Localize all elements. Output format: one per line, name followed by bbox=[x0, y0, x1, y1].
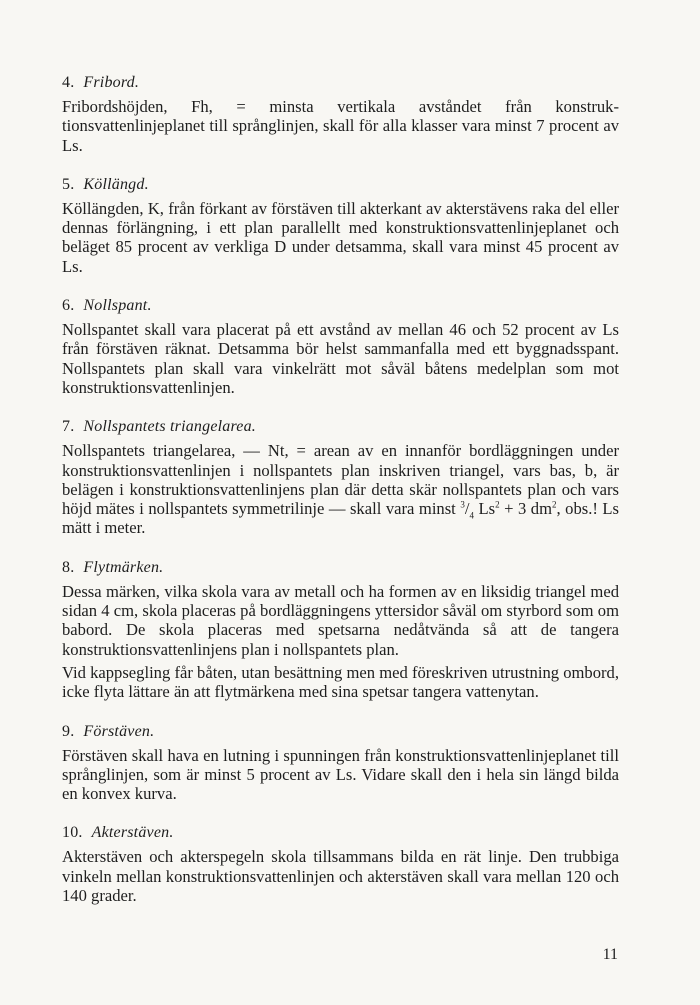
section-paragraph: Vid kappsegling får båten, utan besättning men med föreskriven utrustning ombord, icke flyta lättare än att flytmärkena med sina spetsar tangera vattenytan. bbox=[62, 662, 619, 702]
section-title: Förstäven. bbox=[83, 722, 155, 740]
section-paragraph: Nollspantets triangelarea, — Nt, = arean av en innanför bordläggningen under konstruktionsvattenlinjen i nollspantets plan inskriven triangel, vars bas, b, är belägen i konstruktionsvattenlinjens plan där detta skär nollspantets plan och vars höjd mätes i nollspantets symmetrilinje — skall vara minst $^3/_4$ $Ls^2 + 3$ $dm^2$, obs.! Ls mätt i meter. bbox=[62, 441, 620, 538]
section-paragraph: Dessa märken, vilka skola vara av metall och ha formen av en liksidig triangel med sidan 4 cm, skola placeras på bordläggningens yttersidor såväl om styrbord som om babord. De skola placeras med spetsarna nedåtvända så att de tangera konstruktionsvattenlinjens plan i nollspantets plan. bbox=[62, 581, 619, 659]
superscript: 2 bbox=[495, 499, 500, 510]
section-flytmarken bbox=[62, 557, 619, 702]
section-triangelarea bbox=[62, 416, 619, 537]
section-forstaven bbox=[62, 721, 619, 804]
section-title: Flytmärken. bbox=[83, 558, 164, 576]
section-number: 10. bbox=[62, 824, 83, 842]
section-heading bbox=[62, 721, 619, 743]
section-number: 9. bbox=[62, 722, 75, 740]
section-paragraph: Nollspantet skall vara placerat på ett avstånd av mellan 46 och 52 procent av Ls från förstäven räknat. Detsamma bör helst sammanfalla med ett byggnadsspant. Nollspantets plan skall vara vinkelrätt mot såväl båtens medelplan som mot konstruktionsvattenlinjen. bbox=[62, 320, 619, 397]
section-paragraph: Köllängden, K, från förkant av förstäven till akterkant av akterstävens raka del eller dennas förlängning, i ett plan parallellt med konstruktionsvattenlinjeplanet och beläget 85 procent av verkliga D under detsamma, skall vara minst 45 procent av Ls. bbox=[62, 198, 619, 276]
section-heading bbox=[62, 557, 619, 579]
document-page bbox=[62, 72, 619, 924]
section-title: Nollspant. bbox=[83, 297, 152, 315]
section-paragraph: Akterstäven och akterspegeln skola tillsammans bilda en rät linje. Den trubbiga vinkeln mellan konstruktionsvattenlinjen och akterstäven skall vara mellan 120 och 140 grader. bbox=[62, 847, 619, 906]
section-number: 5. bbox=[62, 175, 75, 193]
section-paragraph: Förstäven skall hava en lutning i spunningen från konstruktionsvattenlinjeplanet till språnglinjen, som är minst 5 procent av Ls. Vidare skall den i hela sin längd bilda en konvex kurva. bbox=[62, 745, 619, 804]
section-kollangd bbox=[62, 174, 619, 276]
page-number: 11 bbox=[602, 946, 618, 963]
section-number: 4. bbox=[62, 74, 75, 91]
section-number: 8. bbox=[62, 558, 75, 576]
text-run: Ls bbox=[473, 499, 496, 519]
section-heading bbox=[62, 822, 619, 844]
text-run: Nollspantets triangelarea, — Nt, = arean av en innanför bordläggningen under konstruktionsvattenlinjen i nollspantets plan inskriven triangel, vars bas, b, är belägen i konstruktionsvattenlinjens plan där detta skär nollspantets plan och vars höjd mätes i nollspantets symmetrilinje — skall vara minst bbox=[62, 441, 619, 519]
section-title: Köllängd. bbox=[83, 175, 149, 193]
section-heading bbox=[62, 416, 619, 438]
section-number: 7. bbox=[62, 418, 75, 436]
section-heading bbox=[62, 174, 619, 196]
section-title: Nollspantets triangelarea. bbox=[83, 418, 257, 436]
section-akterstaven bbox=[62, 822, 619, 905]
text-run: + 3 dm bbox=[499, 499, 552, 519]
fraction-numerator: 3 bbox=[460, 499, 465, 510]
section-title: Akterstäven. bbox=[91, 824, 174, 842]
section-fribord bbox=[62, 72, 619, 155]
fraction-denominator: 4 bbox=[469, 510, 474, 521]
section-heading bbox=[62, 295, 619, 317]
section-number: 6. bbox=[62, 297, 75, 315]
text-run: , obs.! Ls mätt i meter. bbox=[62, 499, 620, 538]
section-heading bbox=[62, 72, 619, 94]
section-nollspant bbox=[62, 295, 619, 397]
superscript: 2 bbox=[552, 499, 557, 510]
section-paragraph: Fribordshöjden, Fh, = minsta vertikala avståndet från konstruktionsvattenlinjeplanet till språnglinjen, skall för alla klasser vara minst 7 procent av Ls. bbox=[62, 97, 619, 155]
section-title: Fribord. bbox=[83, 74, 140, 91]
